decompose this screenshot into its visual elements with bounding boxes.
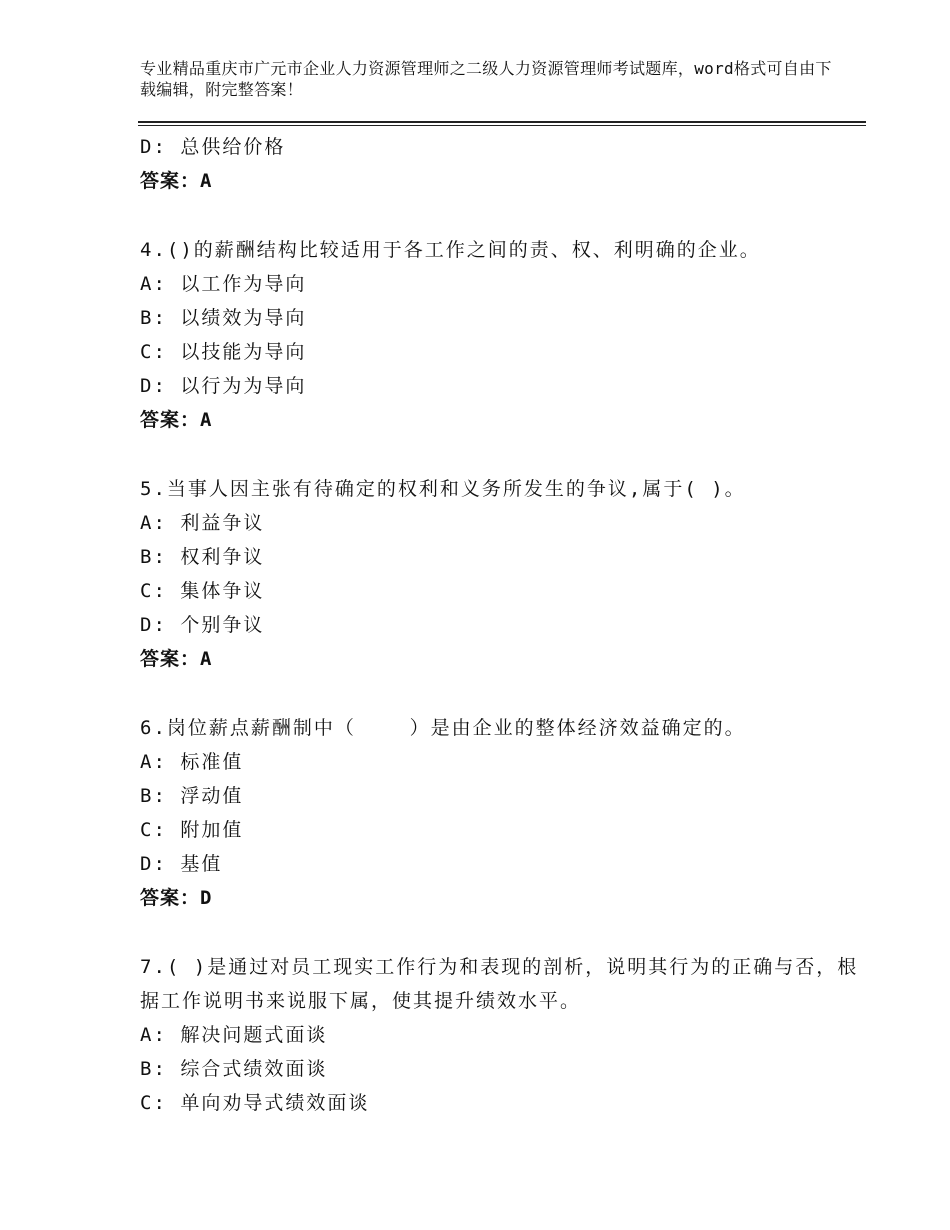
option-a: A: 标准值 bbox=[140, 751, 244, 773]
question-stem: 4.()的薪酬结构比较适用于各工作之间的责、权、利明确的企业。 bbox=[140, 239, 761, 261]
header-title: 专业精品重庆市广元市企业人力资源管理师之二级人力资源管理师考试题库，word格式可自由下载编辑，附完整答案！ bbox=[140, 59, 832, 99]
option-b: B: 综合式绩效面谈 bbox=[140, 1058, 328, 1080]
option-b: B: 权利争议 bbox=[140, 546, 265, 568]
header-rule-thin bbox=[138, 125, 866, 126]
question-7 bbox=[140, 950, 860, 1120]
question-6 bbox=[140, 711, 860, 915]
question-list bbox=[140, 130, 860, 1120]
answer: 答案：A bbox=[140, 409, 213, 431]
document-header bbox=[140, 58, 840, 100]
spacer bbox=[140, 676, 860, 711]
option-d: D: 个别争议 bbox=[140, 614, 265, 636]
header-rule-thick bbox=[138, 121, 866, 123]
option-b: B: 以绩效为导向 bbox=[140, 307, 307, 329]
question-stem: 7.( )是通过对员工现实工作行为和表现的剖析，说明其行为的正确与否，根据工作说明书来说服下属，使其提升绩效水平。 bbox=[140, 956, 859, 1012]
option-d: D: 基值 bbox=[140, 853, 223, 875]
option-d: D: 以行为为导向 bbox=[140, 375, 307, 397]
spacer bbox=[140, 198, 860, 233]
prev-option-d: D: 总供给价格 bbox=[140, 136, 286, 158]
option-c: C: 以技能为导向 bbox=[140, 341, 307, 363]
option-c: C: 附加值 bbox=[140, 819, 244, 841]
answer: 答案：A bbox=[140, 648, 213, 670]
option-a: A: 利益争议 bbox=[140, 512, 265, 534]
prev-answer: 答案：A bbox=[140, 170, 213, 192]
spacer bbox=[140, 915, 860, 950]
question-5 bbox=[140, 472, 860, 676]
answer: 答案：D bbox=[140, 887, 213, 909]
question-stem: 6.岗位薪点薪酬制中（ ）是由企业的整体经济效益确定的。 bbox=[140, 717, 746, 739]
option-a: A: 解决问题式面谈 bbox=[140, 1024, 328, 1046]
spacer bbox=[140, 437, 860, 472]
question-4 bbox=[140, 233, 860, 437]
question-stem: 5.当事人因主张有待确定的权利和义务所发生的争议,属于( )。 bbox=[140, 478, 746, 500]
option-b: B: 浮动值 bbox=[140, 785, 244, 807]
option-a: A: 以工作为导向 bbox=[140, 273, 307, 295]
option-c: C: 单向劝导式绩效面谈 bbox=[140, 1092, 370, 1114]
option-c: C: 集体争议 bbox=[140, 580, 265, 602]
